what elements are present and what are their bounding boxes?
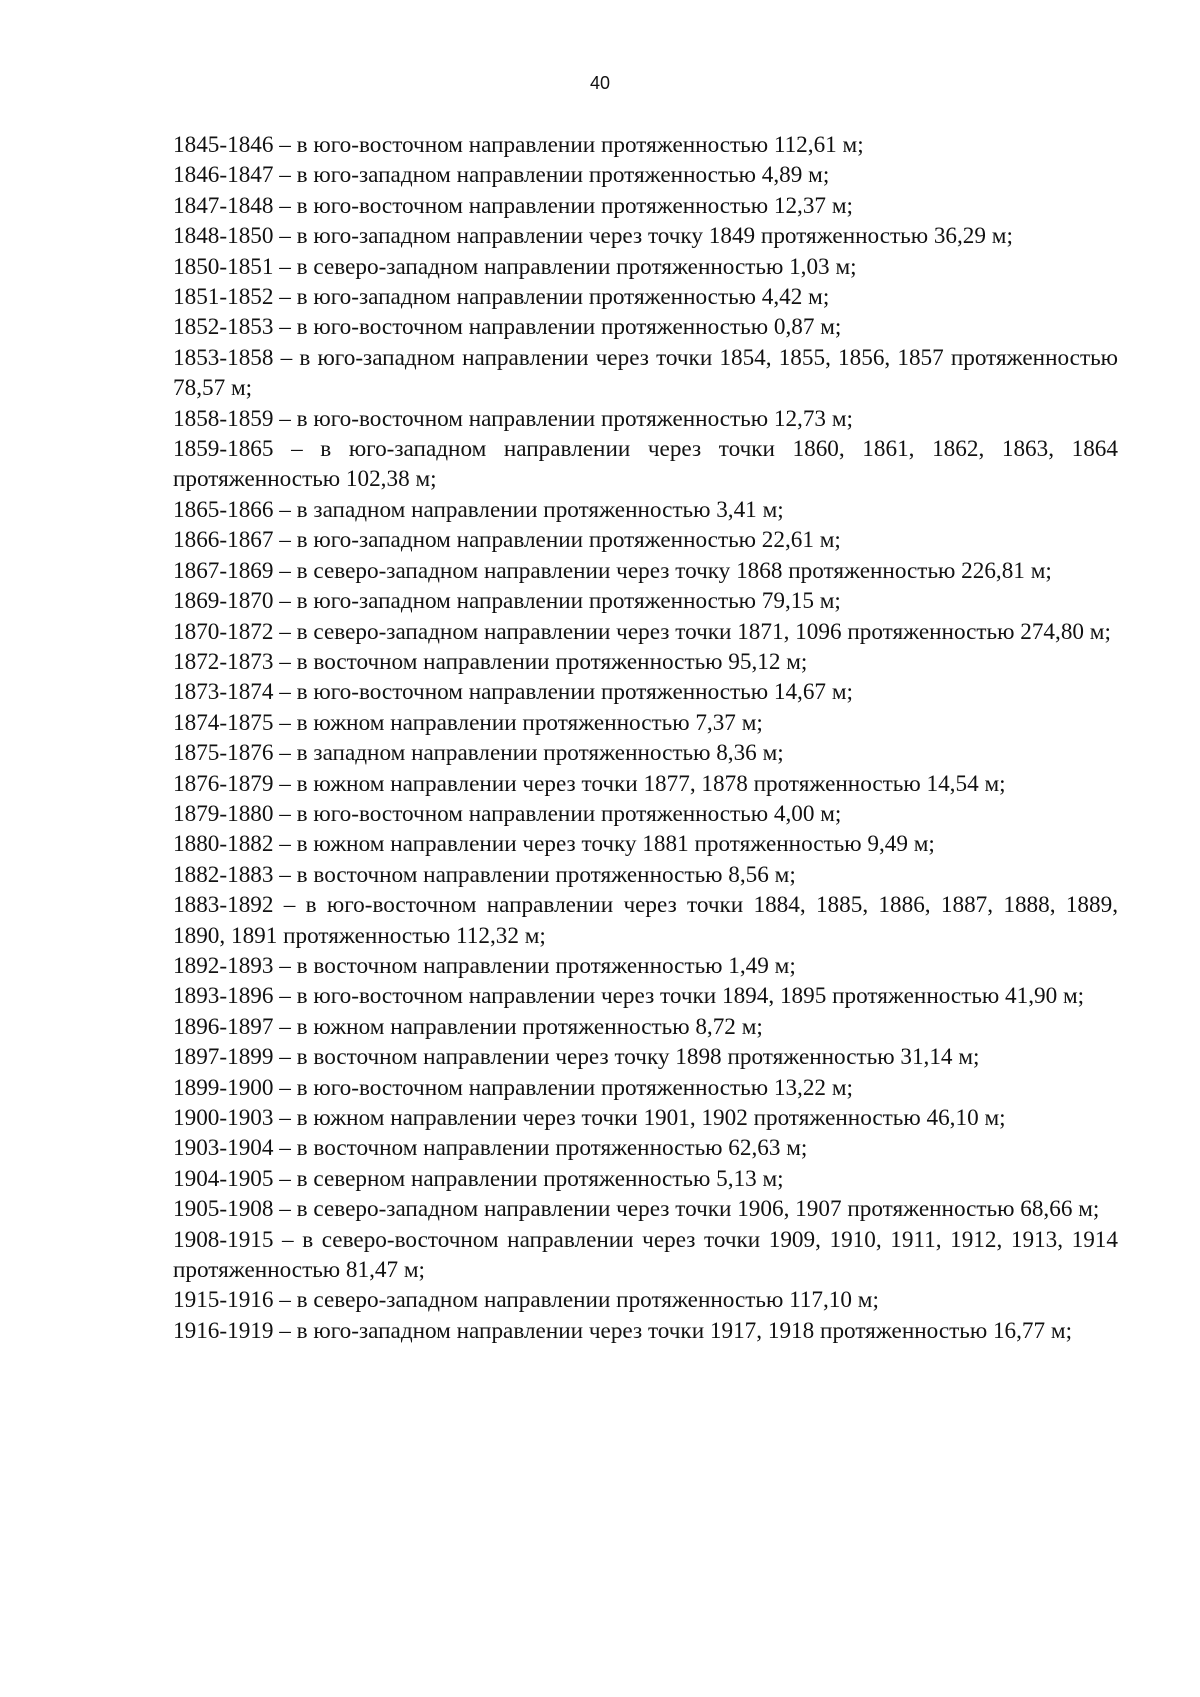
boundary-segment: 1904-1905 – в северном направлении протяженностью 5,13 м; — [173, 1165, 784, 1192]
boundary-segment: 1869-1870 – в юго-западном направлении протяженностью 79,15 м; — [173, 588, 841, 615]
boundary-segment: 1845-1846 – в юго-восточном направлении протяженностью 112,61 м; — [173, 132, 864, 158]
boundary-segment: 1846-1847 – в юго-западном направлении протяженностью 4,89 м; — [173, 162, 830, 189]
boundary-segment: 1872-1873 – в восточном направлении протяженностью 95,12 м; — [173, 648, 808, 675]
document-body — [173, 130, 1118, 1346]
boundary-segment: 1874-1875 – в южном направлении протяженностью 7,37 м; — [173, 709, 763, 736]
boundary-segment: 1847-1848 – в юго-восточном направлении протяженностью 12,37 м; — [173, 192, 853, 219]
boundary-segment: 1875-1876 – в западном направлении протяженностью 8,36 м; — [173, 740, 784, 767]
boundary-segment: 1858-1859 – в юго-восточном направлении протяженностью 12,73 м; — [173, 405, 853, 432]
boundary-segment: 1900-1903 – в южном направлении через точки 1901, 1902 протяженностью 46,10 м; — [173, 1105, 1006, 1131]
boundary-segment: 1851-1852 – в юго-западном направлении протяженностью 4,42 м; — [173, 284, 830, 311]
boundary-segment: 1915-1916 – в северо-западном направлении протяженностью 117,10 м; — [173, 1287, 879, 1314]
boundary-segment: 1916-1919 – в юго-западном направлении через точки 1917, 1918 протяженностью 16,77 м; — [173, 1317, 1073, 1344]
boundary-segment: 1908-1915 – в северо-восточном направлении через точки 1909, 1910, 1911, 1912, 1913, 1914 протяженностью 81,47 м; — [173, 1226, 1118, 1284]
boundary-segment: 1897-1899 – в восточном направлении через точку 1898 протяженностью 31,14 м; — [173, 1044, 980, 1071]
boundary-segment: 1866-1867 – в юго-западном направлении протяженностью 22,61 м; — [173, 527, 841, 554]
boundary-segment: 1893-1896 – в юго-восточном направлении через точки 1894, 1895 протяженностью 41,90 м; — [173, 983, 1085, 1010]
boundary-segment: 1853-1858 – в юго-западном направлении через точки 1854, 1855, 1856, 1857 протяженностью 78,57 м; — [173, 344, 1118, 402]
boundary-segment: 1867-1869 – в северо-западном направлении через точку 1868 протяженностью 226,81 м; — [173, 557, 1052, 584]
boundary-segment: 1865-1866 – в западном направлении протяженностью 3,41 м; — [173, 496, 784, 523]
boundary-segment: 1892-1893 – в восточном направлении протяженностью 1,49 м; — [173, 952, 796, 979]
boundary-segment: 1859-1865 – в юго-западном направлении через точки 1860, 1861, 1862, 1863, 1864 протяженностью 102,38 м; — [173, 436, 1118, 493]
boundary-segment: 1882-1883 – в восточном направлении протяженностью 8,56 м; — [173, 861, 796, 888]
boundary-segment: 1905-1908 – в северо-западном направлении через точки 1906, 1907 протяженностью 68,66 м; — [173, 1196, 1100, 1223]
page-number: 40 — [589, 73, 611, 93]
boundary-segment: 1879-1880 – в юго-восточном направлении протяженностью 4,00 м; — [173, 800, 842, 827]
boundary-segment: 1850-1851 – в северо-западном направлении протяженностью 1,03 м; — [173, 253, 857, 280]
boundary-segment: 1880-1882 – в южном направлении через точку 1881 протяженностью 9,49 м; — [173, 831, 935, 858]
boundary-segment: 1896-1897 – в южном направлении протяженностью 8,72 м; — [173, 1013, 763, 1040]
boundary-segment: 1873-1874 – в юго-восточном направлении протяженностью 14,67 м; — [173, 679, 853, 706]
boundary-segment: 1899-1900 – в юго-восточном направлении протяженностью 13,22 м; — [173, 1074, 853, 1101]
boundary-segment: 1852-1853 – в юго-восточном направлении протяженностью 0,87 м; — [173, 314, 842, 341]
boundary-segment: 1848-1850 – в юго-западном направлении через точку 1849 протяженностью 36,29 м; — [173, 223, 1013, 250]
boundary-segment: 1903-1904 – в восточном направлении протяженностью 62,63 м; — [173, 1135, 808, 1162]
boundary-segment: 1870-1872 – в северо-западном направлении через точки 1871, 1096 протяженностью 274,80 м; — [173, 618, 1111, 645]
boundary-segment: 1876-1879 – в южном направлении через точки 1877, 1878 протяженностью 14,54 м; — [173, 770, 1006, 797]
boundary-segment: 1883-1892 – в юго-восточном направлении через точки 1884, 1885, 1886, 1887, 1888, 1889, 1890, 1891 протяженностью 112,32 м; — [173, 892, 1118, 949]
